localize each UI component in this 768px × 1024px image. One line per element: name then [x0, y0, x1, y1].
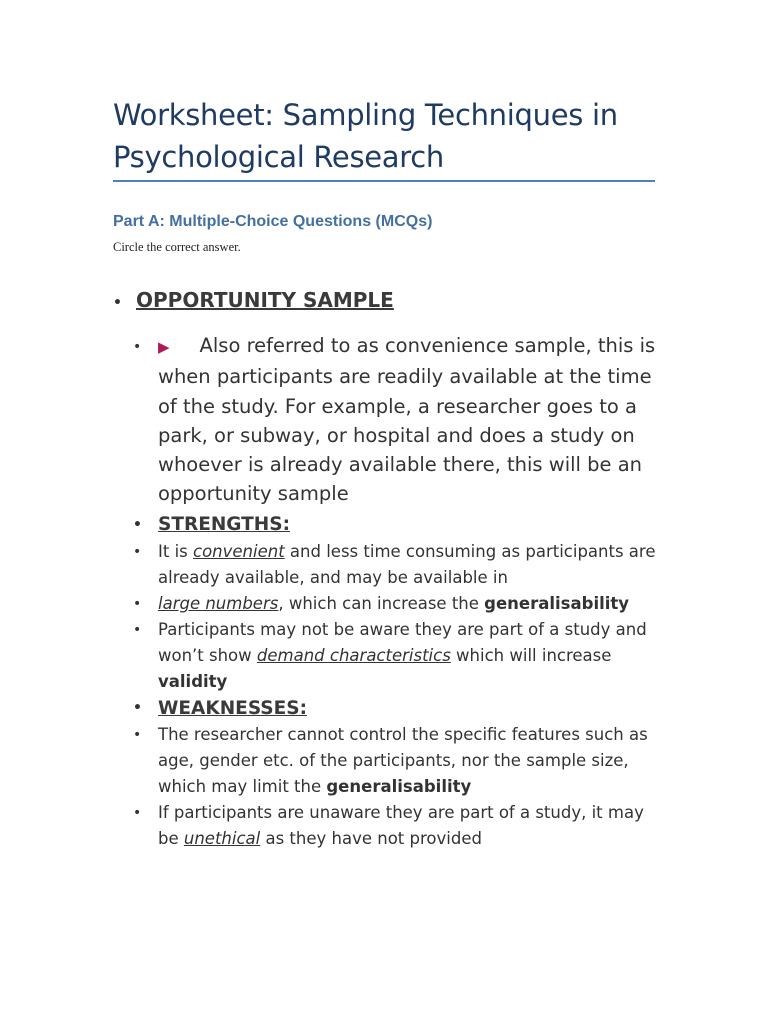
- list-item-strength-3: [133, 617, 663, 695]
- bullet-icon: •: [133, 726, 142, 743]
- list-item-strength-2: [133, 591, 663, 617]
- strength-3-text: Participants may not be aware they are part of a study and won’t show: [158, 619, 647, 665]
- bullet-icon: •: [133, 339, 142, 355]
- weaknesses-heading: WEAKNESSES:: [158, 697, 307, 719]
- bullet-icon: •: [133, 516, 142, 533]
- bullet-icon: •: [133, 621, 142, 638]
- strength-2-bold: generalisability: [484, 593, 630, 613]
- strengths-heading: STRENGTHS:: [158, 513, 290, 535]
- bullet-icon: •: [113, 295, 122, 311]
- part-a-heading: Part A: Multiple-Choice Questions (MCQs): [113, 213, 433, 230]
- weakness-1-bold: generalisability: [326, 776, 472, 796]
- bullet-icon: •: [133, 543, 142, 560]
- weakness-1-text: The researcher cannot control the specific features such as age, gender etc. of the participants, nor the sample size, which may limit the: [158, 724, 648, 796]
- list-item-weakness-2: [133, 800, 663, 852]
- bullet-icon: •: [133, 699, 142, 716]
- bullet-icon: •: [133, 804, 142, 821]
- strength-3-emphasis: demand characteristics: [256, 645, 451, 665]
- weakness-2-text: If participants are unaware they are part of a study, it may be: [158, 802, 644, 848]
- list-item-strength-1: [133, 539, 663, 591]
- strength-1-text-end: and less time consuming as participants are already available, and may be available in: [158, 541, 656, 587]
- strength-3-bold: validity: [158, 671, 228, 691]
- section-heading: OPPORTUNITY SAMPLE: [136, 288, 394, 312]
- strength-3-text-end: which will increase: [450, 645, 612, 665]
- title-divider: [113, 180, 655, 182]
- weakness-2-emphasis: unethical: [183, 828, 261, 848]
- strength-1-emphasis: convenient: [193, 541, 285, 561]
- strengths-heading-item: [133, 511, 663, 539]
- triangle-right-icon: ▶: [158, 338, 170, 356]
- part-a-instruction: Circle the correct answer.: [113, 240, 241, 254]
- description-text: Also referred to as convenience sample, this is when participants are readily available at the time of the study. For example, a researcher goes to a park, or subway, or hospital and does a study on whoever is already available there, this will be an opportunity sample: [158, 334, 656, 506]
- bullet-icon: •: [133, 595, 142, 612]
- list-item-description: [133, 331, 663, 509]
- strength-2-text: , which can increase the: [278, 593, 485, 613]
- strength-1-text: It is: [158, 541, 194, 561]
- strength-2-emphasis: large numbers: [158, 593, 279, 613]
- worksheet-title: Worksheet: Sampling Techniques in Psychological Research: [113, 98, 618, 174]
- weakness-2-text-end: as they have not provided: [260, 828, 482, 848]
- section-list: [133, 331, 663, 852]
- section-heading-row: [113, 288, 673, 312]
- weaknesses-heading-item: [133, 695, 663, 722]
- list-item-weakness-1: [133, 722, 663, 800]
